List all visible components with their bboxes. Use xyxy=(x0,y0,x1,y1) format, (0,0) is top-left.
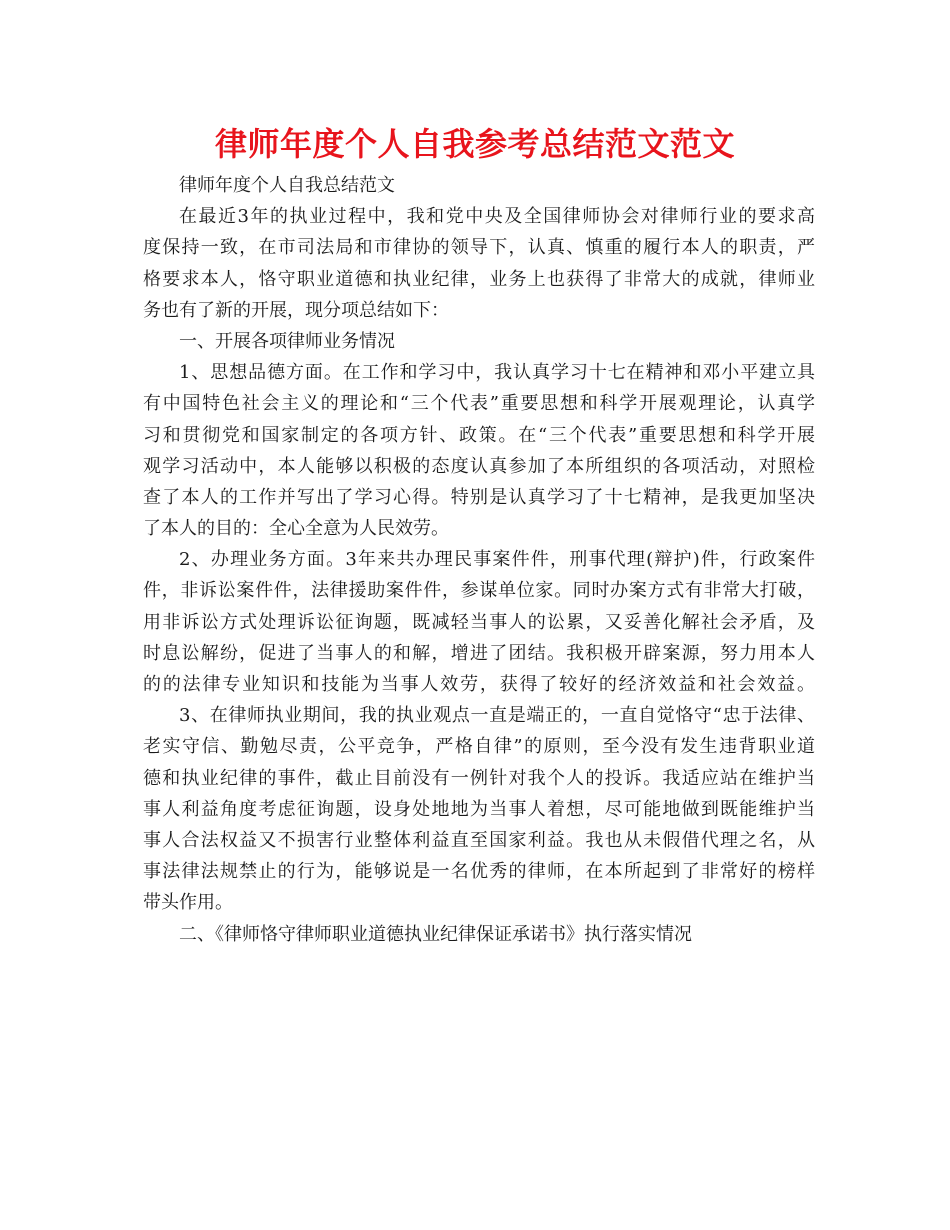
document-body xyxy=(143,170,815,950)
body-line: 老实守信、勤勉尽责，公平竞争，严格自律”的原则，至今没有发生违背职业道 xyxy=(143,736,815,758)
body-line: 1、思想品德方面。在工作和学习中，我认真学习十七在精神和邓小平建立具 xyxy=(179,362,815,384)
body-line: 的的法律专业知识和技能为当事人效劳，获得了较好的经济效益和社会效益。 xyxy=(143,674,815,695)
document-title: 律师年度个人自我参考总结范文范文 xyxy=(214,125,735,163)
body-line: 律师年度个人自我总结范文 xyxy=(179,175,395,196)
body-line: 带头作用。 xyxy=(143,892,233,914)
body-line: 2、办理业务方面。3年来共办理民事案件件，刑事代理(辩护)件，行政案件 xyxy=(179,549,815,571)
body-line: 3、在律师执业期间，我的执业观点一直是端正的，一直自觉恪守“忠于法律、 xyxy=(179,705,815,727)
body-line: 务也有了新的开展，现分项总结如下： xyxy=(143,299,449,321)
body-line: 查了本人的工作并写出了学习心得。特别是认真学习了十七精神，是我更加坚决 xyxy=(143,486,815,508)
body-line: 度保持一致，在市司法局和市律协的领导下，认真、慎重的履行本人的职责，严 xyxy=(143,237,815,259)
body-line: 一、开展各项律师业务情况 xyxy=(179,330,395,352)
body-line: 件，非诉讼案件件，法律援助案件件，参谋单位家。同时办案方式有非常大打破， xyxy=(143,580,815,602)
body-line: 时息讼解纷，促进了当事人的和解，增进了团结。我积极开辟案源，努力用本人 xyxy=(143,642,815,664)
body-line: 二、《律师恪守律师职业道德执业纪律保证承诺书》执行落实情况 xyxy=(179,923,692,945)
body-line: 格要求本人，恪守职业道德和执业纪律，业务上也获得了非常大的成就，律师业 xyxy=(143,268,815,290)
body-line: 在最近3年的执业过程中，我和党中央及全国律师协会对律师行业的要求高 xyxy=(179,206,815,228)
body-line: 有中国特色社会主义的理论和“三个代表”重要思想和科学开展观理论，认真学 xyxy=(143,393,815,415)
body-line: 了本人的目的：全心全意为人民效劳。 xyxy=(143,518,449,540)
body-line: 观学习活动中，本人能够以积极的态度认真参加了本所组织的各项活动，对照检 xyxy=(143,455,815,477)
body-line: 用非诉讼方式处理诉讼征询题，既减轻当事人的讼累，又妥善化解社会矛盾，及 xyxy=(143,611,815,633)
body-line: 事人利益角度考虑征询题，设身处地地为当事人着想，尽可能地做到既能维护当 xyxy=(143,798,815,820)
body-line: 事人合法权益又不损害行业整体利益直至国家利益。我也从未假借代理之名，从 xyxy=(143,829,815,851)
body-line: 习和贯彻党和国家制定的各项方针、政策。在“三个代表”重要思想和科学开展 xyxy=(143,424,815,446)
body-line: 事法律法规禁止的行为，能够说是一名优秀的律师，在本所起到了非常好的榜样 xyxy=(143,861,815,883)
body-line: 德和执业纪律的事件，截止目前没有一例针对我个人的投诉。我适应站在维护当 xyxy=(143,767,815,789)
